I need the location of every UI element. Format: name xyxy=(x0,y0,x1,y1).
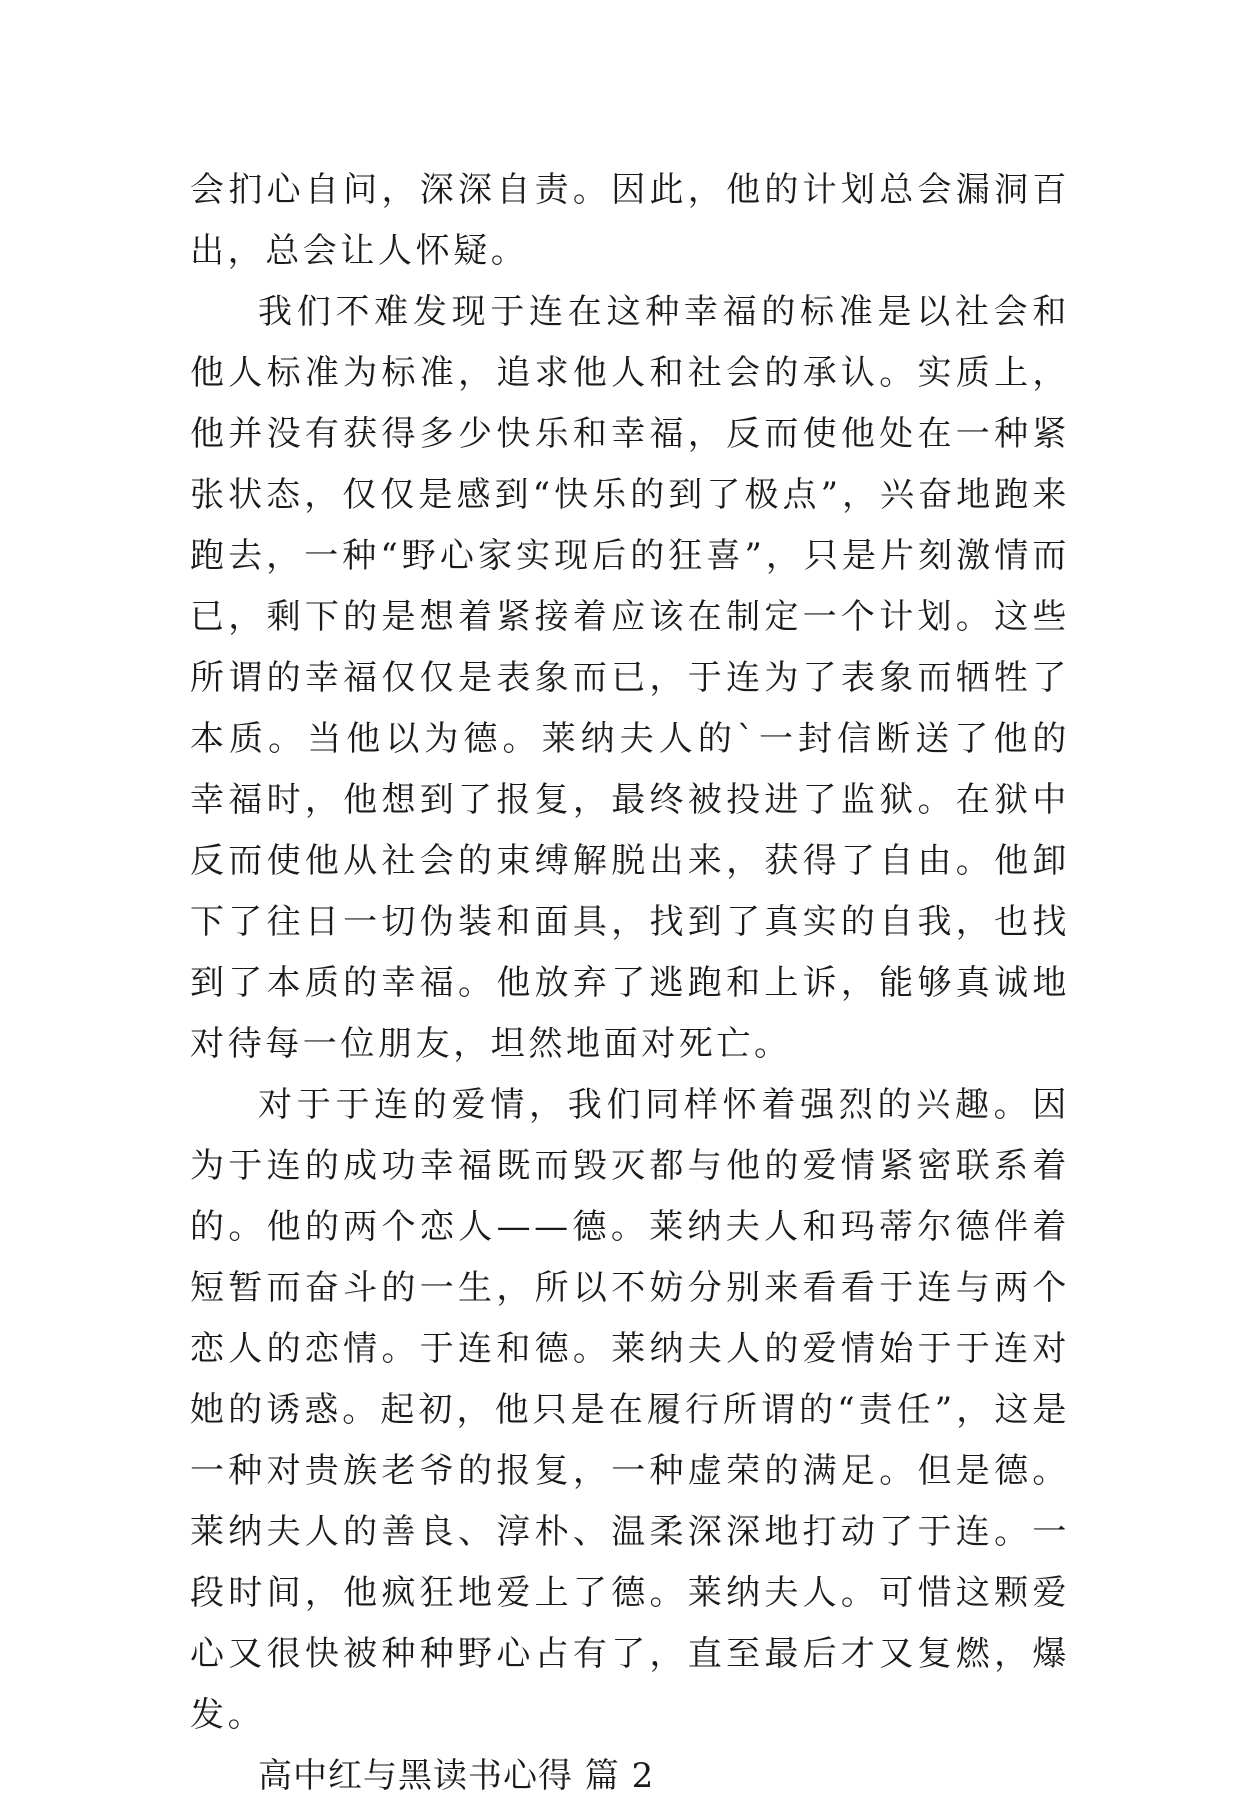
paragraph-continuation: 会扪心自问，深深自责。因此，他的计划总会漏洞百出，总会让人怀疑。 xyxy=(190,170,1070,271)
section-heading: 高中红与黑读书心得 篇 2 xyxy=(258,1756,655,1796)
paragraph-happiness: 我们不难发现于连在这种幸福的标准是以社会和他人标准为标准，追求他人和社会的承认。实质上，他并没有获得多少快乐和幸福，反而使他处在一种紧张状态，仅仅是感到“快乐的到了极点”，兴奋地跑来跑去，一种“野心家实现后的狂喜”，只是片刻激情而已，剩下的是想着紧接着应该在制定一个计划。这些所谓的幸福仅仅是表象而已，于连为了表象而牺牲了本质。当他以为德。莱纳夫人的`一封信断送了他的幸福时，他想到了报复，最终被投进了监狱。在狱中反而使他从社会的束缚解脱出来，获得了自由。他卸下了往日一切伪装和面具，找到了真实的自我，也找到了本质的幸福。他放弃了逃跑和上诉，能够真诚地对待每一位朋友，坦然地面对死亡。 xyxy=(190,292,1070,1064)
paragraph-love: 对于于连的爱情，我们同样怀着强烈的兴趣。因为于连的成功幸福既而毁灭都与他的爱情紧密联系着的。他的两个恋人——德。莱纳夫人和玛蒂尔德伴着短暂而奋斗的一生，所以不妨分别来看看于连与两个恋人的恋情。于连和德。莱纳夫人的爱情始于于连对她的诱惑。起初，他只是在履行所谓的“责任”，这是一种对贵族老爷的报复，一种虚荣的满足。但是德。莱纳夫人的善良、淳朴、温柔深深地打动了于连。一段时间，他疯狂地爱上了德。莱纳夫人。可惜这颗爱心又很快被种种野心占有了，直至最后才又复燃，爆发。 xyxy=(190,1085,1070,1735)
document-body xyxy=(190,160,1070,1807)
